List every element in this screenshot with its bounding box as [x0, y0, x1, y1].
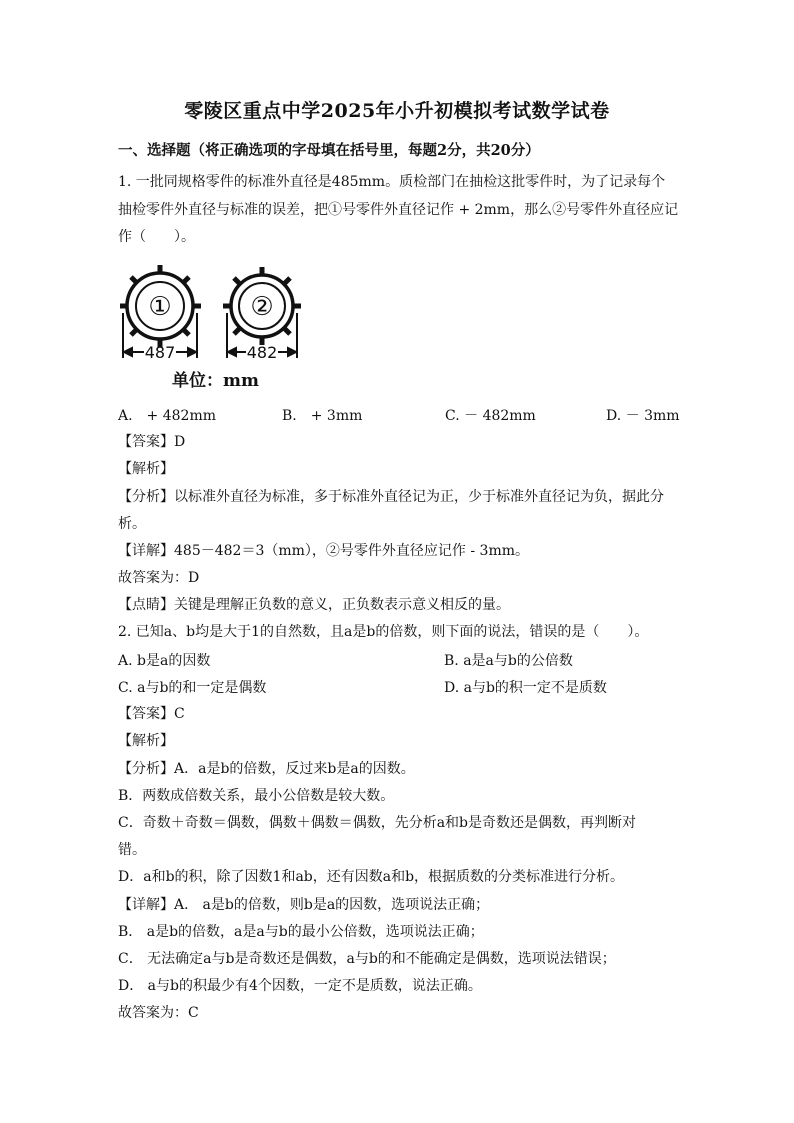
q1-analysis-line-4: 故答案为：D — [118, 570, 200, 586]
q1-option-c: C. － 482mm — [445, 408, 536, 424]
q2-analysis-line-8: C． 无法确定a与b是奇数还是偶数，a与b的和不能确定是偶数，选项说法错误； — [118, 951, 616, 967]
unit-label: 单位：mm — [172, 371, 259, 391]
q2-option-b: B. a是a与b的公倍数 — [444, 653, 573, 669]
q2-analysis-line-9: D． a与b的积最少有4个因数，一定不是质数，说法正确。 — [118, 978, 482, 994]
q2-analysis-line-1: 【分析】A．a是b的倍数，反过来b是a的因数。 — [118, 761, 415, 777]
q2-option-a: A. b是a的因数 — [118, 653, 211, 669]
q1-option-d: D. － 3mm — [606, 408, 680, 424]
q1-analysis-line-3: 【详解】485－482＝3（mm），②号零件外直径应记作 - 3mm。 — [118, 543, 529, 559]
q2-answer: 【答案】C — [118, 706, 185, 722]
q2-analysis-line-2: B．两数成倍数关系，最小公倍数是较大数。 — [118, 788, 395, 804]
q1-analysis-line-1: 【分析】以标准外直径为标准，多于标准外直径记为正，少于标准外直径记为负，据此分 — [118, 489, 664, 505]
q2-analysis-line-10: 故答案为：C — [118, 1005, 199, 1021]
q2-analysis-line-5: D．a和b的积，除了因数1和ab，还有因数a和b，根据质数的分类标准进行分析。 — [118, 869, 625, 885]
q2-analysis-tag: 【解析】 — [118, 733, 174, 749]
q2-option-d: D. a与b的积一定不是质数 — [444, 680, 607, 696]
exam-title: 零陵区重点中学2025年小升初模拟考试数学试卷 — [184, 100, 610, 122]
gear-1-dimension: 487 — [144, 343, 176, 362]
gears-figure — [120, 258, 305, 393]
q1-stem-line-3: 作（ ）。 — [118, 229, 195, 245]
q2-analysis-line-6: 【详解】A． a是b的倍数，则b是a的因数，选项说法正确； — [118, 897, 490, 913]
gear-2-label: ② — [250, 292, 274, 322]
q1-option-a: A. + 482mm — [118, 408, 217, 424]
q1-stem-line-1: 1. 一批同规格零件的标准外直径是485mm。质检部门在抽检这批零件时，为了记录每个 — [118, 174, 666, 190]
q2-analysis-line-4: 错。 — [118, 842, 146, 858]
q1-analysis-tag: 【解析】 — [118, 461, 174, 477]
gears-diagram — [120, 258, 305, 393]
q1-stem-line-2: 抽检零件外直径与标准的误差，把①号零件外直径记作 + 2mm，那么②号零件外直径应记 — [118, 202, 679, 218]
gear-1-label: ① — [148, 292, 172, 322]
q2-stem: 2. 已知a、b均是大于1的自然数，且a是b的倍数，则下面的说法，错误的是（ ）。 — [118, 624, 649, 640]
section-heading: 一、选择题（将正确选项的字母填在括号里，每题2分，共20分） — [118, 142, 540, 159]
q1-analysis-line-2: 析。 — [118, 516, 146, 532]
q2-option-c: C. a与b的和一定是偶数 — [118, 680, 267, 696]
gear-2-dimension: 482 — [246, 343, 278, 362]
q1-option-b: B. + 3mm — [282, 408, 363, 424]
q1-answer: 【答案】D — [118, 434, 186, 450]
q2-analysis-line-3: C．奇数＋奇数＝偶数，偶数＋偶数＝偶数，先分析a和b是奇数还是偶数，再判断对 — [118, 815, 637, 831]
q2-analysis-line-7: B． a是b的倍数，a是a与b的最小公倍数，选项说法正确； — [118, 924, 484, 940]
q1-analysis-line-5: 【点睛】关键是理解正负数的意义，正负数表示意义相反的量。 — [118, 597, 510, 613]
